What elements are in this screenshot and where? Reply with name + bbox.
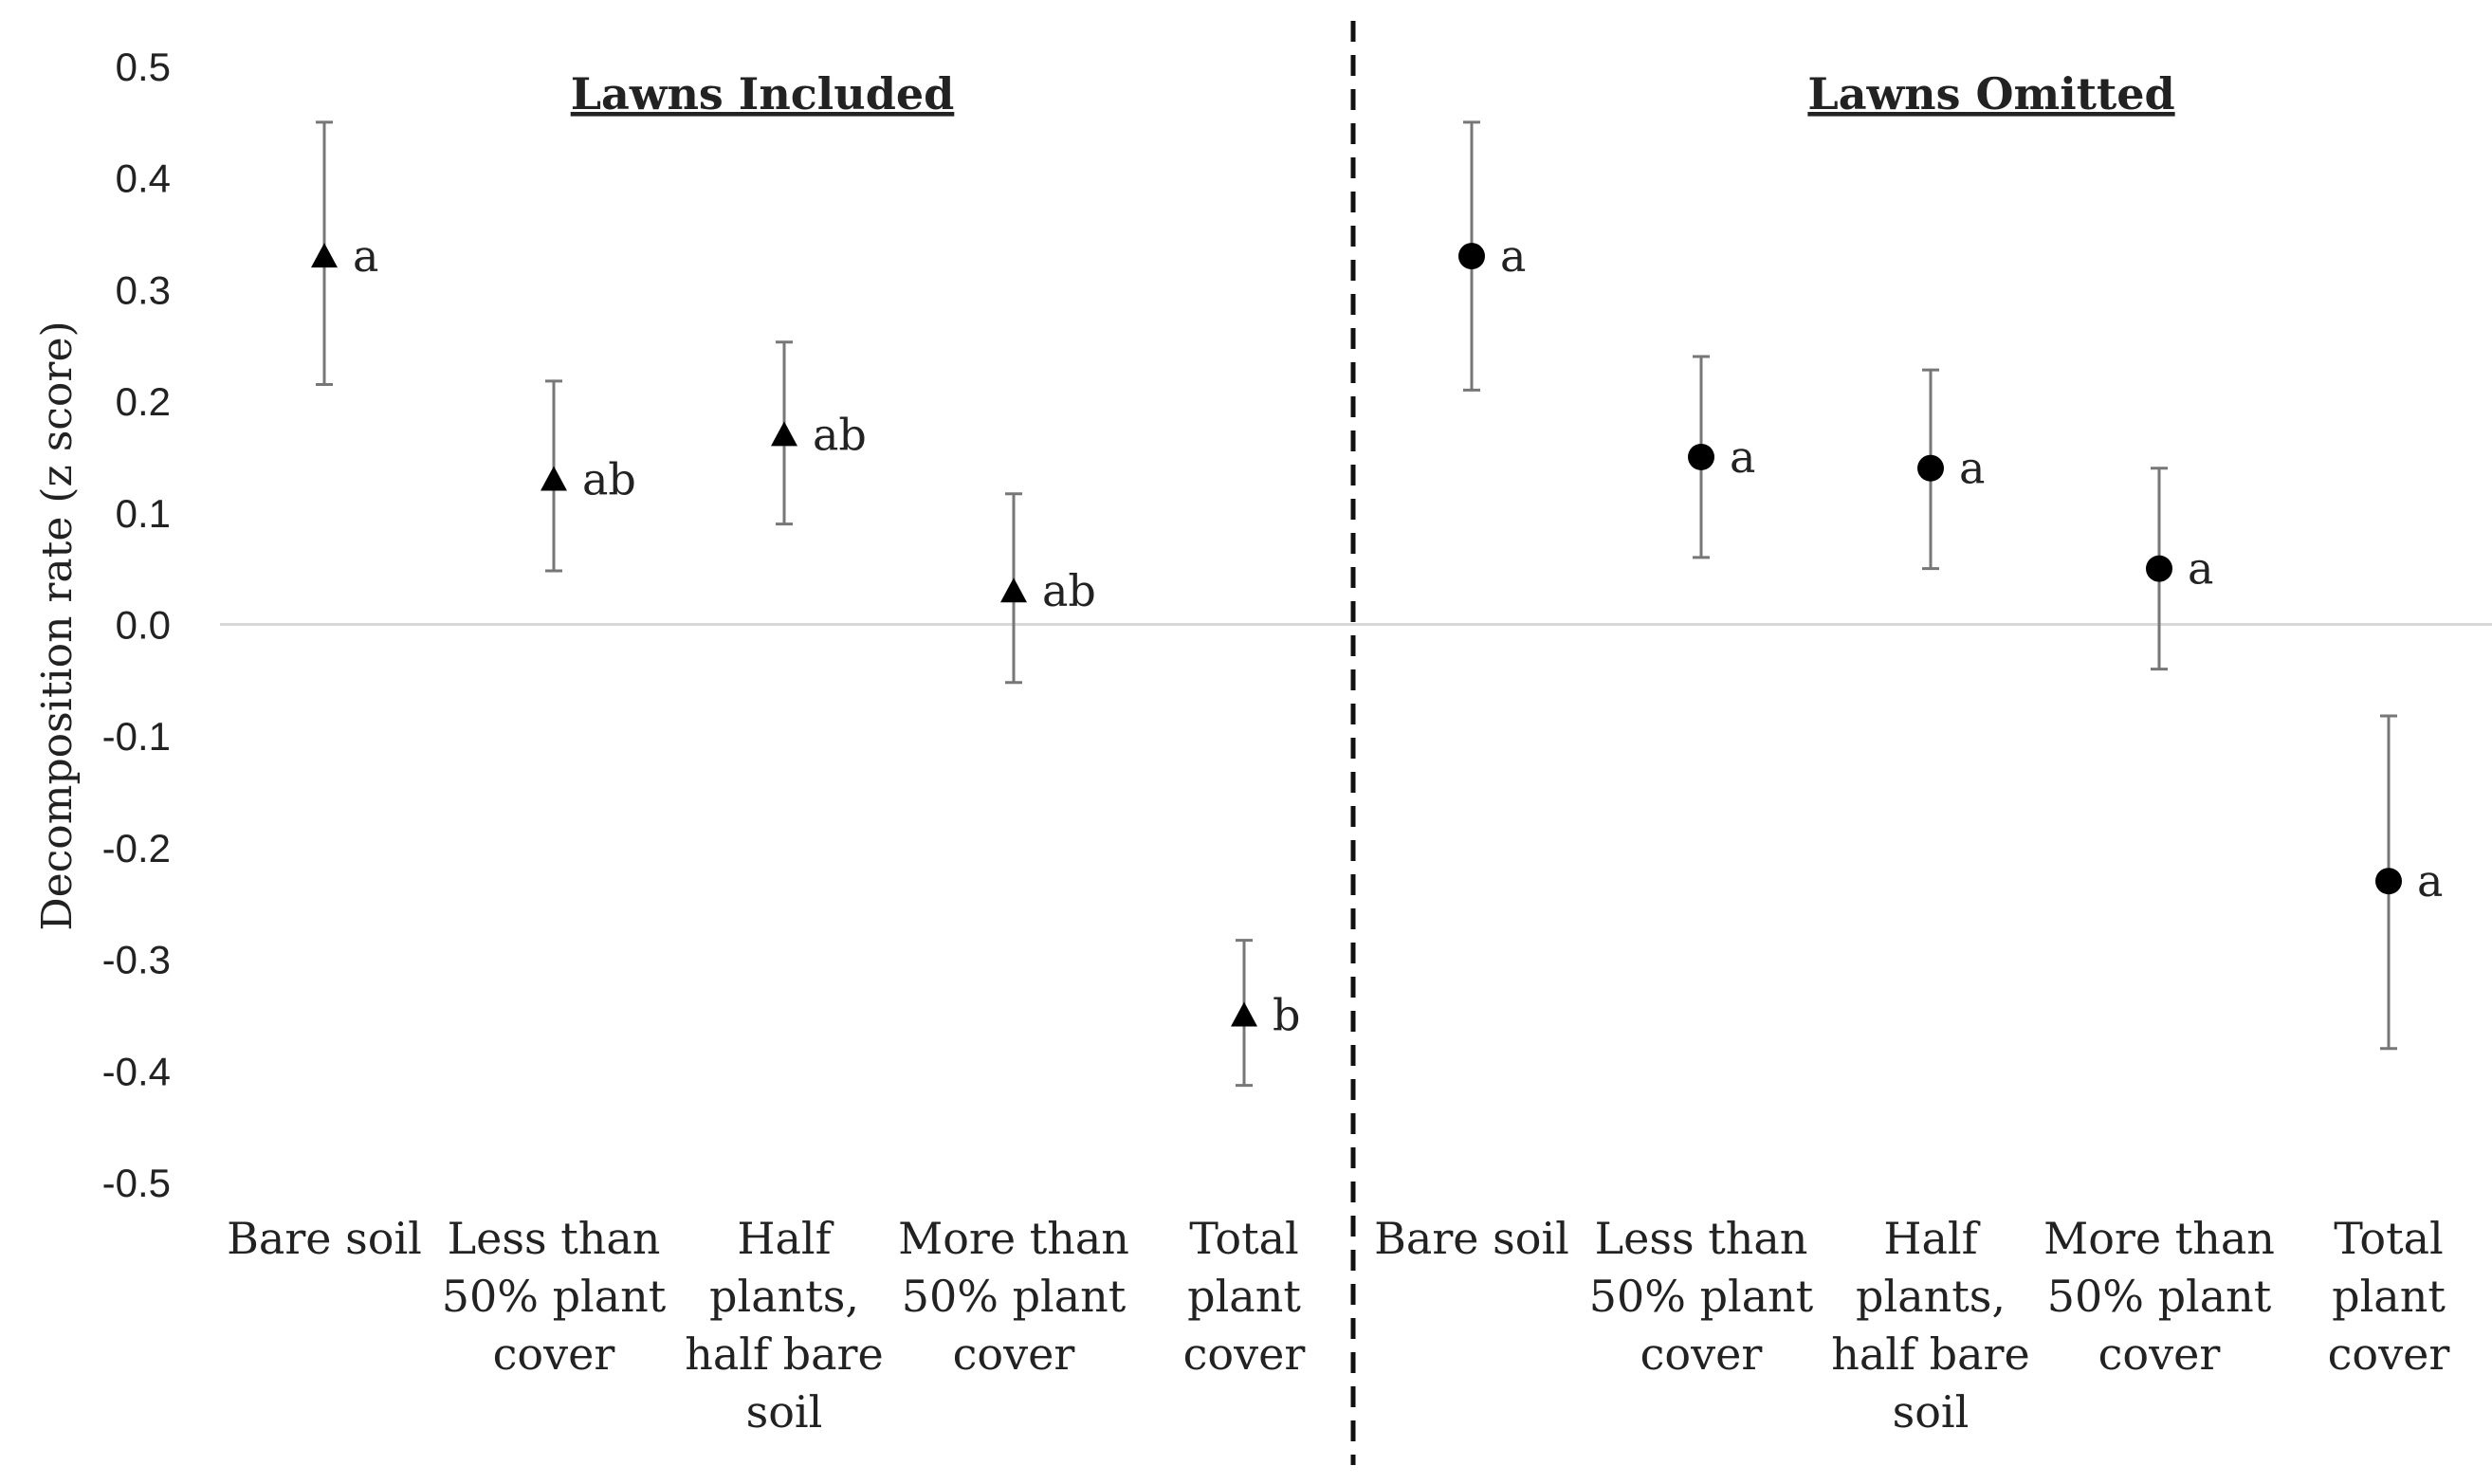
data-point-circle: [2375, 868, 2402, 894]
y-tick-label: -0.2: [101, 825, 171, 870]
significance-label: a: [1730, 431, 1756, 483]
y-tick-label: 0.2: [115, 379, 171, 425]
category-label-line: soil: [1892, 1386, 1970, 1438]
category-label-line: half bare: [685, 1328, 884, 1380]
category-label-line: plant: [2332, 1271, 2446, 1322]
category-label-line: More than: [898, 1213, 1129, 1264]
category-label-line: cover: [952, 1328, 1075, 1380]
category-label-line: 50% plant: [2046, 1271, 2272, 1322]
data-point-triangle: [1000, 577, 1027, 602]
y-axis: [102, 45, 171, 1205]
data-point-circle: [1458, 243, 1485, 269]
category-label-line: 50% plant: [441, 1271, 667, 1322]
category-label-line: Total: [1189, 1213, 1299, 1264]
category-label-line: Bare soil: [227, 1213, 422, 1264]
y-tick-label: -0.5: [101, 1161, 171, 1205]
category-label-line: Less than: [1594, 1213, 1808, 1264]
data-point-triangle: [771, 421, 797, 446]
category-label: [442, 1213, 667, 1380]
category-label-line: soil: [745, 1386, 823, 1438]
y-tick-label: -0.1: [101, 714, 171, 760]
panel-title: Lawns Omitted: [1807, 68, 2175, 119]
panels: [227, 68, 2449, 1438]
category-label-line: cover: [492, 1328, 615, 1380]
category-label-line: plants,: [709, 1271, 859, 1322]
significance-label: ab: [582, 453, 636, 505]
category-label: [227, 1213, 422, 1264]
category-label-line: cover: [2098, 1328, 2221, 1380]
category-label-line: plants,: [1856, 1271, 2006, 1322]
category-label-line: plant: [1187, 1271, 1301, 1322]
category-label-line: Half: [1883, 1213, 1978, 1264]
category-label: [2328, 1213, 2450, 1380]
y-tick-label: -0.4: [101, 1049, 171, 1094]
panel-title: Lawns Included: [570, 68, 955, 119]
category-label-line: half bare: [1831, 1328, 2030, 1380]
y-tick-label: 0.4: [115, 156, 171, 201]
y-tick-label: 0.0: [115, 602, 171, 648]
category-label: [1374, 1213, 1569, 1264]
significance-label: a: [353, 230, 379, 283]
data-point-triangle: [311, 243, 338, 267]
significance-label: a: [1500, 230, 1527, 283]
significance-label: ab: [1042, 565, 1096, 617]
category-label: [1183, 1213, 1306, 1380]
category-label-line: Bare soil: [1374, 1213, 1569, 1264]
y-tick-label: 0.5: [115, 45, 171, 89]
data-point-circle: [2146, 556, 2172, 582]
category-label-line: 50% plant: [1588, 1271, 1814, 1322]
category-label-line: More than: [2043, 1213, 2275, 1264]
significance-label: a: [1959, 442, 1986, 494]
category-label-line: 50% plant: [901, 1271, 1127, 1322]
data-point-circle: [1917, 455, 1944, 482]
category-label-line: cover: [1640, 1328, 1763, 1380]
significance-label: ab: [813, 409, 867, 461]
panel: [227, 68, 1305, 1438]
y-tick-label: 0.1: [115, 490, 171, 536]
y-tick-label: 0.3: [115, 267, 171, 313]
y-axis-title: Decomposition rate (z score): [33, 321, 82, 931]
category-label-line: cover: [2327, 1328, 2450, 1380]
category-label-line: Less than: [447, 1213, 661, 1264]
significance-label: b: [1273, 989, 1301, 1041]
significance-label: a: [2417, 855, 2444, 907]
y-tick-label: -0.3: [101, 937, 171, 982]
data-point-triangle: [1231, 1001, 1257, 1026]
data-point-triangle: [541, 466, 567, 490]
category-label: [1831, 1213, 2030, 1438]
category-label-line: Total: [2334, 1213, 2444, 1264]
category-label: [898, 1213, 1129, 1380]
category-label-line: cover: [1182, 1328, 1306, 1380]
category-label: [2043, 1213, 2275, 1380]
panel: [1374, 68, 2449, 1438]
data-point-circle: [1688, 444, 1714, 470]
category-label: [685, 1213, 884, 1438]
category-label-line: Half: [737, 1213, 832, 1264]
category-label: [1589, 1213, 1814, 1380]
significance-label: a: [2188, 542, 2214, 595]
